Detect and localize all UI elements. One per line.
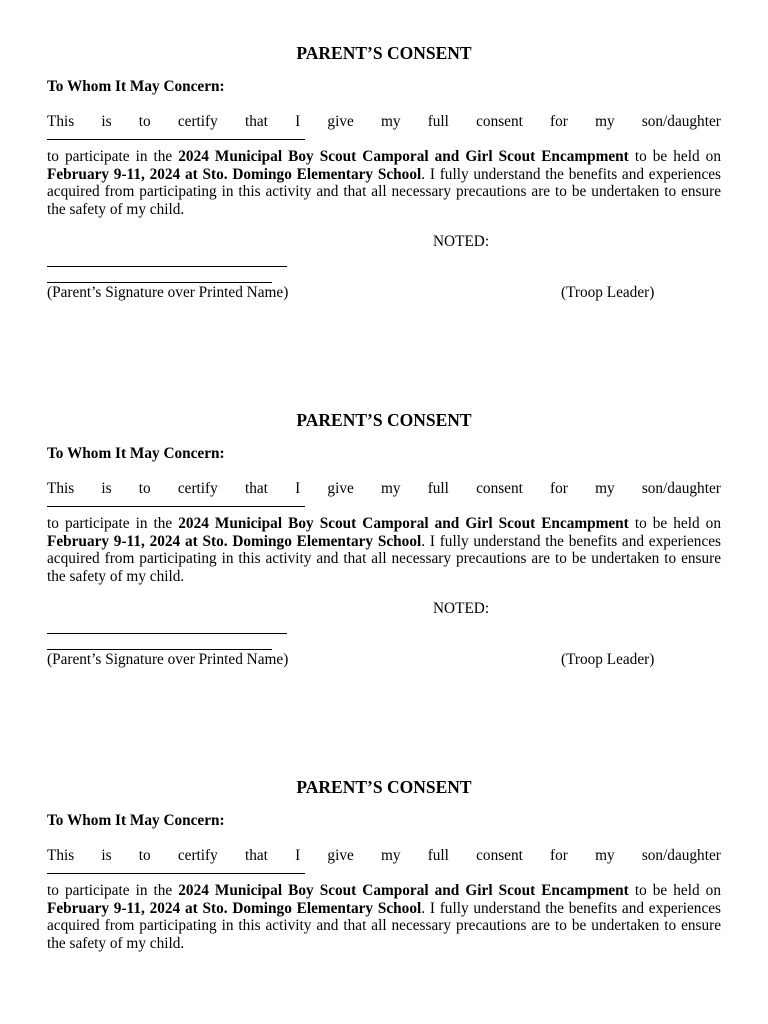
certify-word: consent	[476, 113, 523, 130]
consent-body	[47, 148, 721, 218]
certify-word: son/daughter	[641, 480, 721, 497]
certify-word: to	[138, 480, 151, 497]
form-title: PARENT’S CONSENT	[296, 777, 472, 797]
body-suffix: . I fully understand the benefits and experiences acquired from participating in this activity and that all necessary precautions are to be undertaken to ensure the safety of my child.	[47, 165, 721, 218]
noted-label: NOTED:	[433, 600, 490, 617]
certify-word: I	[295, 480, 301, 497]
certify-word: my	[595, 847, 615, 864]
certify-word: son/daughter	[641, 113, 721, 130]
body-prefix: to participate in the	[47, 515, 179, 532]
certify-word: This	[47, 113, 75, 130]
event-date-venue: February 9-11, 2024 at Sto. Domingo Elementary School	[47, 165, 422, 183]
form-title: PARENT’S CONSENT	[296, 43, 472, 63]
event-name: 2024 Municipal Boy Scout Camporal and Girl Scout Encampment	[178, 882, 629, 899]
event-date-venue: February 9-11, 2024 at Sto. Domingo Elementary School	[47, 899, 422, 917]
child-name-blank[interactable]	[47, 873, 305, 874]
certify-word: certify	[177, 113, 218, 130]
certify-word: my	[380, 847, 401, 864]
consent-form	[47, 43, 721, 318]
certify-word: certify	[177, 480, 218, 497]
parent-signature-line-secondary[interactable]	[47, 282, 272, 283]
body-mid: to be held on	[628, 148, 721, 165]
consent-form	[47, 777, 721, 967]
child-name-blank[interactable]	[47, 506, 305, 507]
certify-line	[47, 847, 721, 865]
parent-signature-line-secondary[interactable]	[47, 649, 272, 650]
parent-signature-label: (Parent’s Signature over Printed Name)	[47, 284, 289, 301]
certify-word: This	[47, 847, 75, 864]
certify-word: certify	[177, 847, 218, 864]
event-name: 2024 Municipal Boy Scout Camporal and Girl Scout Encampment	[178, 515, 629, 532]
certify-word: my	[380, 113, 401, 130]
certify-line	[47, 113, 721, 131]
certify-word: full	[427, 113, 449, 130]
certify-word: my	[595, 480, 615, 497]
certify-word: give	[327, 847, 354, 864]
certify-word: that	[244, 480, 268, 497]
certify-word: for	[550, 480, 568, 497]
body-suffix: . I fully understand the benefits and experiences acquired from participating in this activity and that all necessary precautions are to be undertaken to ensure the safety of my child.	[47, 899, 721, 952]
certify-word: This	[47, 480, 75, 497]
body-prefix: to participate in the	[47, 148, 179, 165]
salutation: To Whom It May Concern:	[47, 78, 225, 95]
noted-label: NOTED:	[433, 233, 490, 250]
form-title: PARENT’S CONSENT	[296, 410, 472, 430]
certify-word: I	[295, 113, 301, 130]
child-name-blank[interactable]	[47, 139, 305, 140]
parent-signature-label: (Parent’s Signature over Printed Name)	[47, 651, 289, 668]
salutation: To Whom It May Concern:	[47, 445, 225, 462]
troop-leader-label: (Troop Leader)	[561, 651, 655, 668]
troop-leader-label: (Troop Leader)	[561, 284, 655, 301]
certify-word: give	[327, 480, 354, 497]
certify-word: for	[550, 847, 568, 864]
certify-word: give	[327, 113, 354, 130]
certify-word: son/daughter	[641, 847, 721, 864]
certify-word: is	[101, 847, 112, 864]
certify-word: I	[295, 847, 301, 864]
certify-word: is	[101, 480, 112, 497]
body-suffix: . I fully understand the benefits and experiences acquired from participating in this activity and that all necessary precautions are to be undertaken to ensure the safety of my child.	[47, 532, 721, 585]
event-date-venue: February 9-11, 2024 at Sto. Domingo Elementary School	[47, 532, 422, 550]
certify-word: to	[138, 847, 151, 864]
consent-form	[47, 410, 721, 685]
certify-word: is	[101, 113, 112, 130]
parent-signature-line[interactable]	[47, 266, 287, 267]
consent-body	[47, 515, 721, 585]
certify-word: my	[380, 480, 401, 497]
certify-word: consent	[476, 480, 523, 497]
consent-body	[47, 882, 721, 952]
certify-word: full	[427, 847, 449, 864]
certify-word: that	[244, 847, 268, 864]
certify-word: to	[138, 113, 151, 130]
certify-word: my	[595, 113, 615, 130]
body-mid: to be held on	[628, 515, 721, 532]
certify-word: full	[427, 480, 449, 497]
certify-word: that	[244, 113, 268, 130]
salutation: To Whom It May Concern:	[47, 812, 225, 829]
body-mid: to be held on	[628, 882, 721, 899]
certify-word: for	[550, 113, 568, 130]
parent-signature-line[interactable]	[47, 633, 287, 634]
certify-word: consent	[476, 847, 523, 864]
certify-line	[47, 480, 721, 498]
event-name: 2024 Municipal Boy Scout Camporal and Girl Scout Encampment	[178, 148, 629, 165]
body-prefix: to participate in the	[47, 882, 179, 899]
